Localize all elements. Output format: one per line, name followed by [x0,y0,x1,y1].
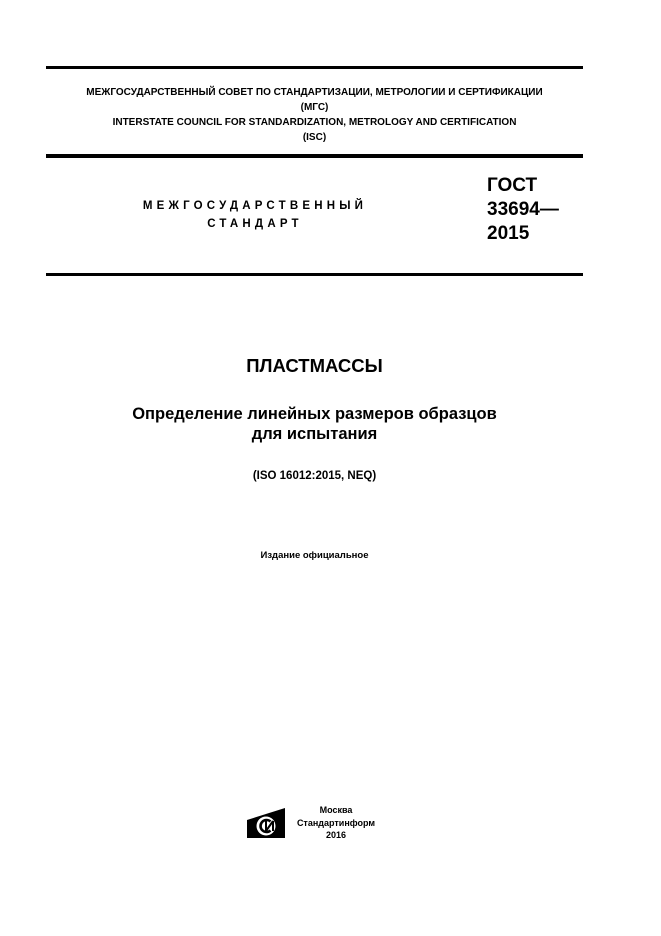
middle-rule [46,154,583,158]
designation-year: 2015 [487,223,530,244]
iso-reference: (ISO 16012:2015, NEQ) [252,470,377,482]
designation-prefix: ГОСТ [487,175,538,196]
standartinform-logo-icon [245,806,287,840]
designation-number: 33694— [487,199,559,220]
council-header [46,85,583,145]
bottom-rule [46,273,583,276]
council-abbr-ru: (МГС) [300,102,329,113]
publisher-name: Стандартинформ [296,817,376,828]
standard-type-line1: МЕЖГОСУДАРСТВЕННЫЙ [142,200,368,212]
standard-designation [487,174,582,246]
standard-type-label [120,197,390,233]
council-name-en: INTERSTATE COUNCIL FOR STANDARDIZATION, METROLOGY AND CERTIFICATION [112,117,517,128]
council-abbr-en: (ISC) [302,132,327,143]
council-name-ru: МЕЖГОСУДАРСТВЕННЫЙ СОВЕТ ПО СТАНДАРТИЗАЦИИ, МЕТРОЛОГИИ И СЕРТИФИКАЦИИ [86,87,543,98]
document-title: ПЛАСТМАССЫ [246,355,383,376]
standard-type-line2: СТАНДАРТ [207,218,303,230]
subtitle-line1: Определение линейных размеров образцов [132,405,497,423]
publisher-block [294,804,378,842]
subtitle-line2: для испытания [251,425,378,443]
top-rule [46,66,583,69]
edition-note: Издание официальное [260,550,369,561]
publisher-year: 2016 [325,830,347,840]
document-subtitle [46,404,583,444]
publisher-city: Москва [319,805,353,815]
